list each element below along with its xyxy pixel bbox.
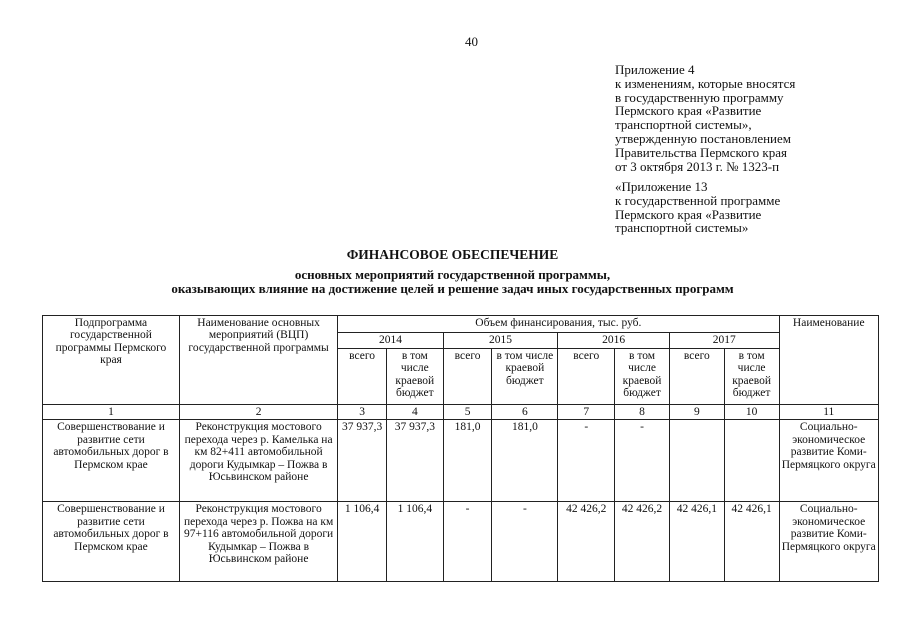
header-sub: в том числе краевой бюджет xyxy=(724,349,779,405)
header-subprogram: Подпрограмма государственной программы Пермского края xyxy=(43,316,180,405)
header-volume: Объем финансирования, тыс. руб. xyxy=(338,316,779,333)
cell-value: 42 426,2 xyxy=(615,502,670,582)
cell-subprogram: Совершенствование и развитие сети автомобильных дорог в Пермском крае xyxy=(43,502,180,582)
header-year: 2016 xyxy=(558,333,670,349)
cell-value: - xyxy=(558,420,615,502)
column-number: 3 xyxy=(338,405,387,420)
header-sub: всего xyxy=(669,349,724,405)
appendix-line: Приложение 4 xyxy=(615,62,695,77)
header-year: 2014 xyxy=(338,333,444,349)
header-sub: в том числе краевой бюджет xyxy=(615,349,670,405)
cell-value: 1 106,4 xyxy=(386,502,443,582)
cell-value xyxy=(669,420,724,502)
cell-value: - xyxy=(615,420,670,502)
cell-value: 181,0 xyxy=(443,420,492,502)
table-row xyxy=(43,502,879,582)
document-title: ФИНАНСОВОЕ ОБЕСПЕЧЕНИЕ xyxy=(346,247,559,262)
header-year: 2017 xyxy=(669,333,779,349)
header-sub: всего xyxy=(338,349,387,405)
header-sub: всего xyxy=(558,349,615,405)
header-event: Наименование основных мероприятий (ВЦП) государственной программы xyxy=(179,316,337,405)
appendix2-line: Пермского края «Развитие xyxy=(615,206,762,222)
appendix-13-block xyxy=(615,180,780,235)
cell-value: 37 937,3 xyxy=(338,420,387,502)
column-number: 11 xyxy=(779,405,879,420)
column-number: 8 xyxy=(615,405,670,420)
header-sub: в том числе краевой бюджет xyxy=(386,349,443,405)
appendix2-line: к государственной программе xyxy=(615,192,781,208)
cell-value: 42 426,1 xyxy=(669,502,724,582)
cell-event: Реконструкция мостового перехода через р. Пожва на км 97+116 автомобильной дороги Кудымкар – Пожва в Юсьвинском районе xyxy=(179,502,337,582)
cell-value: 42 426,1 xyxy=(724,502,779,582)
appendix-block xyxy=(615,63,795,173)
column-number: 9 xyxy=(669,405,724,420)
page-number: 40 xyxy=(465,34,478,49)
column-number: 5 xyxy=(443,405,492,420)
cell-value: - xyxy=(443,502,492,582)
cell-name: Социально-экономическое развитие Коми-Пермяцкого округа xyxy=(779,502,879,582)
column-number: 7 xyxy=(558,405,615,420)
cell-value: 181,0 xyxy=(492,420,558,502)
column-number: 4 xyxy=(386,405,443,420)
cell-value xyxy=(724,420,779,502)
cell-value: - xyxy=(492,502,558,582)
table-row xyxy=(43,420,879,502)
header-name: Наименование xyxy=(779,316,879,405)
appendix2-line: транспортной системы» xyxy=(615,220,749,236)
financing-table xyxy=(42,315,879,582)
cell-value: 37 937,3 xyxy=(386,420,443,502)
document-subtitle xyxy=(0,268,905,296)
appendix-line: Правительства Пермского края xyxy=(615,144,787,160)
appendix-line: от 3 октября 2013 г. № 1323-п xyxy=(615,158,780,174)
column-number: 10 xyxy=(724,405,779,420)
appendix2-line: «Приложение 13 xyxy=(615,179,708,194)
appendix-line: Пермского края «Развитие xyxy=(615,103,762,119)
cell-value: 42 426,2 xyxy=(558,502,615,582)
header-sub: всего xyxy=(443,349,492,405)
appendix-line: транспортной системы», xyxy=(615,117,752,133)
cell-subprogram: Совершенствование и развитие сети автомобильных дорог в Пермском крае xyxy=(43,420,180,502)
appendix-line: в государственную программу xyxy=(615,89,784,105)
column-number: 6 xyxy=(492,405,558,420)
cell-name: Социально-экономическое развитие Коми-Пермяцкого округа xyxy=(779,420,879,502)
cell-event: Реконструкция мостового перехода через р. Камелька на км 82+411 автомобильной дороги Кудымкар – Пожва в Юсьвинском районе xyxy=(179,420,337,502)
cell-value: 1 106,4 xyxy=(338,502,387,582)
appendix-line: к изменениям, которые вносятся xyxy=(615,75,796,91)
column-number: 2 xyxy=(179,405,337,420)
appendix-line: утвержденную постановлением xyxy=(615,130,792,146)
header-sub: в том числе краевой бюджет xyxy=(492,349,558,405)
subtitle-line: оказывающих влияние на достижение целей и решение задач иных государственных программ xyxy=(171,281,734,296)
header-year: 2015 xyxy=(443,333,558,349)
subtitle-line: основных мероприятий государственной программы, xyxy=(294,267,611,282)
column-number: 1 xyxy=(43,405,180,420)
